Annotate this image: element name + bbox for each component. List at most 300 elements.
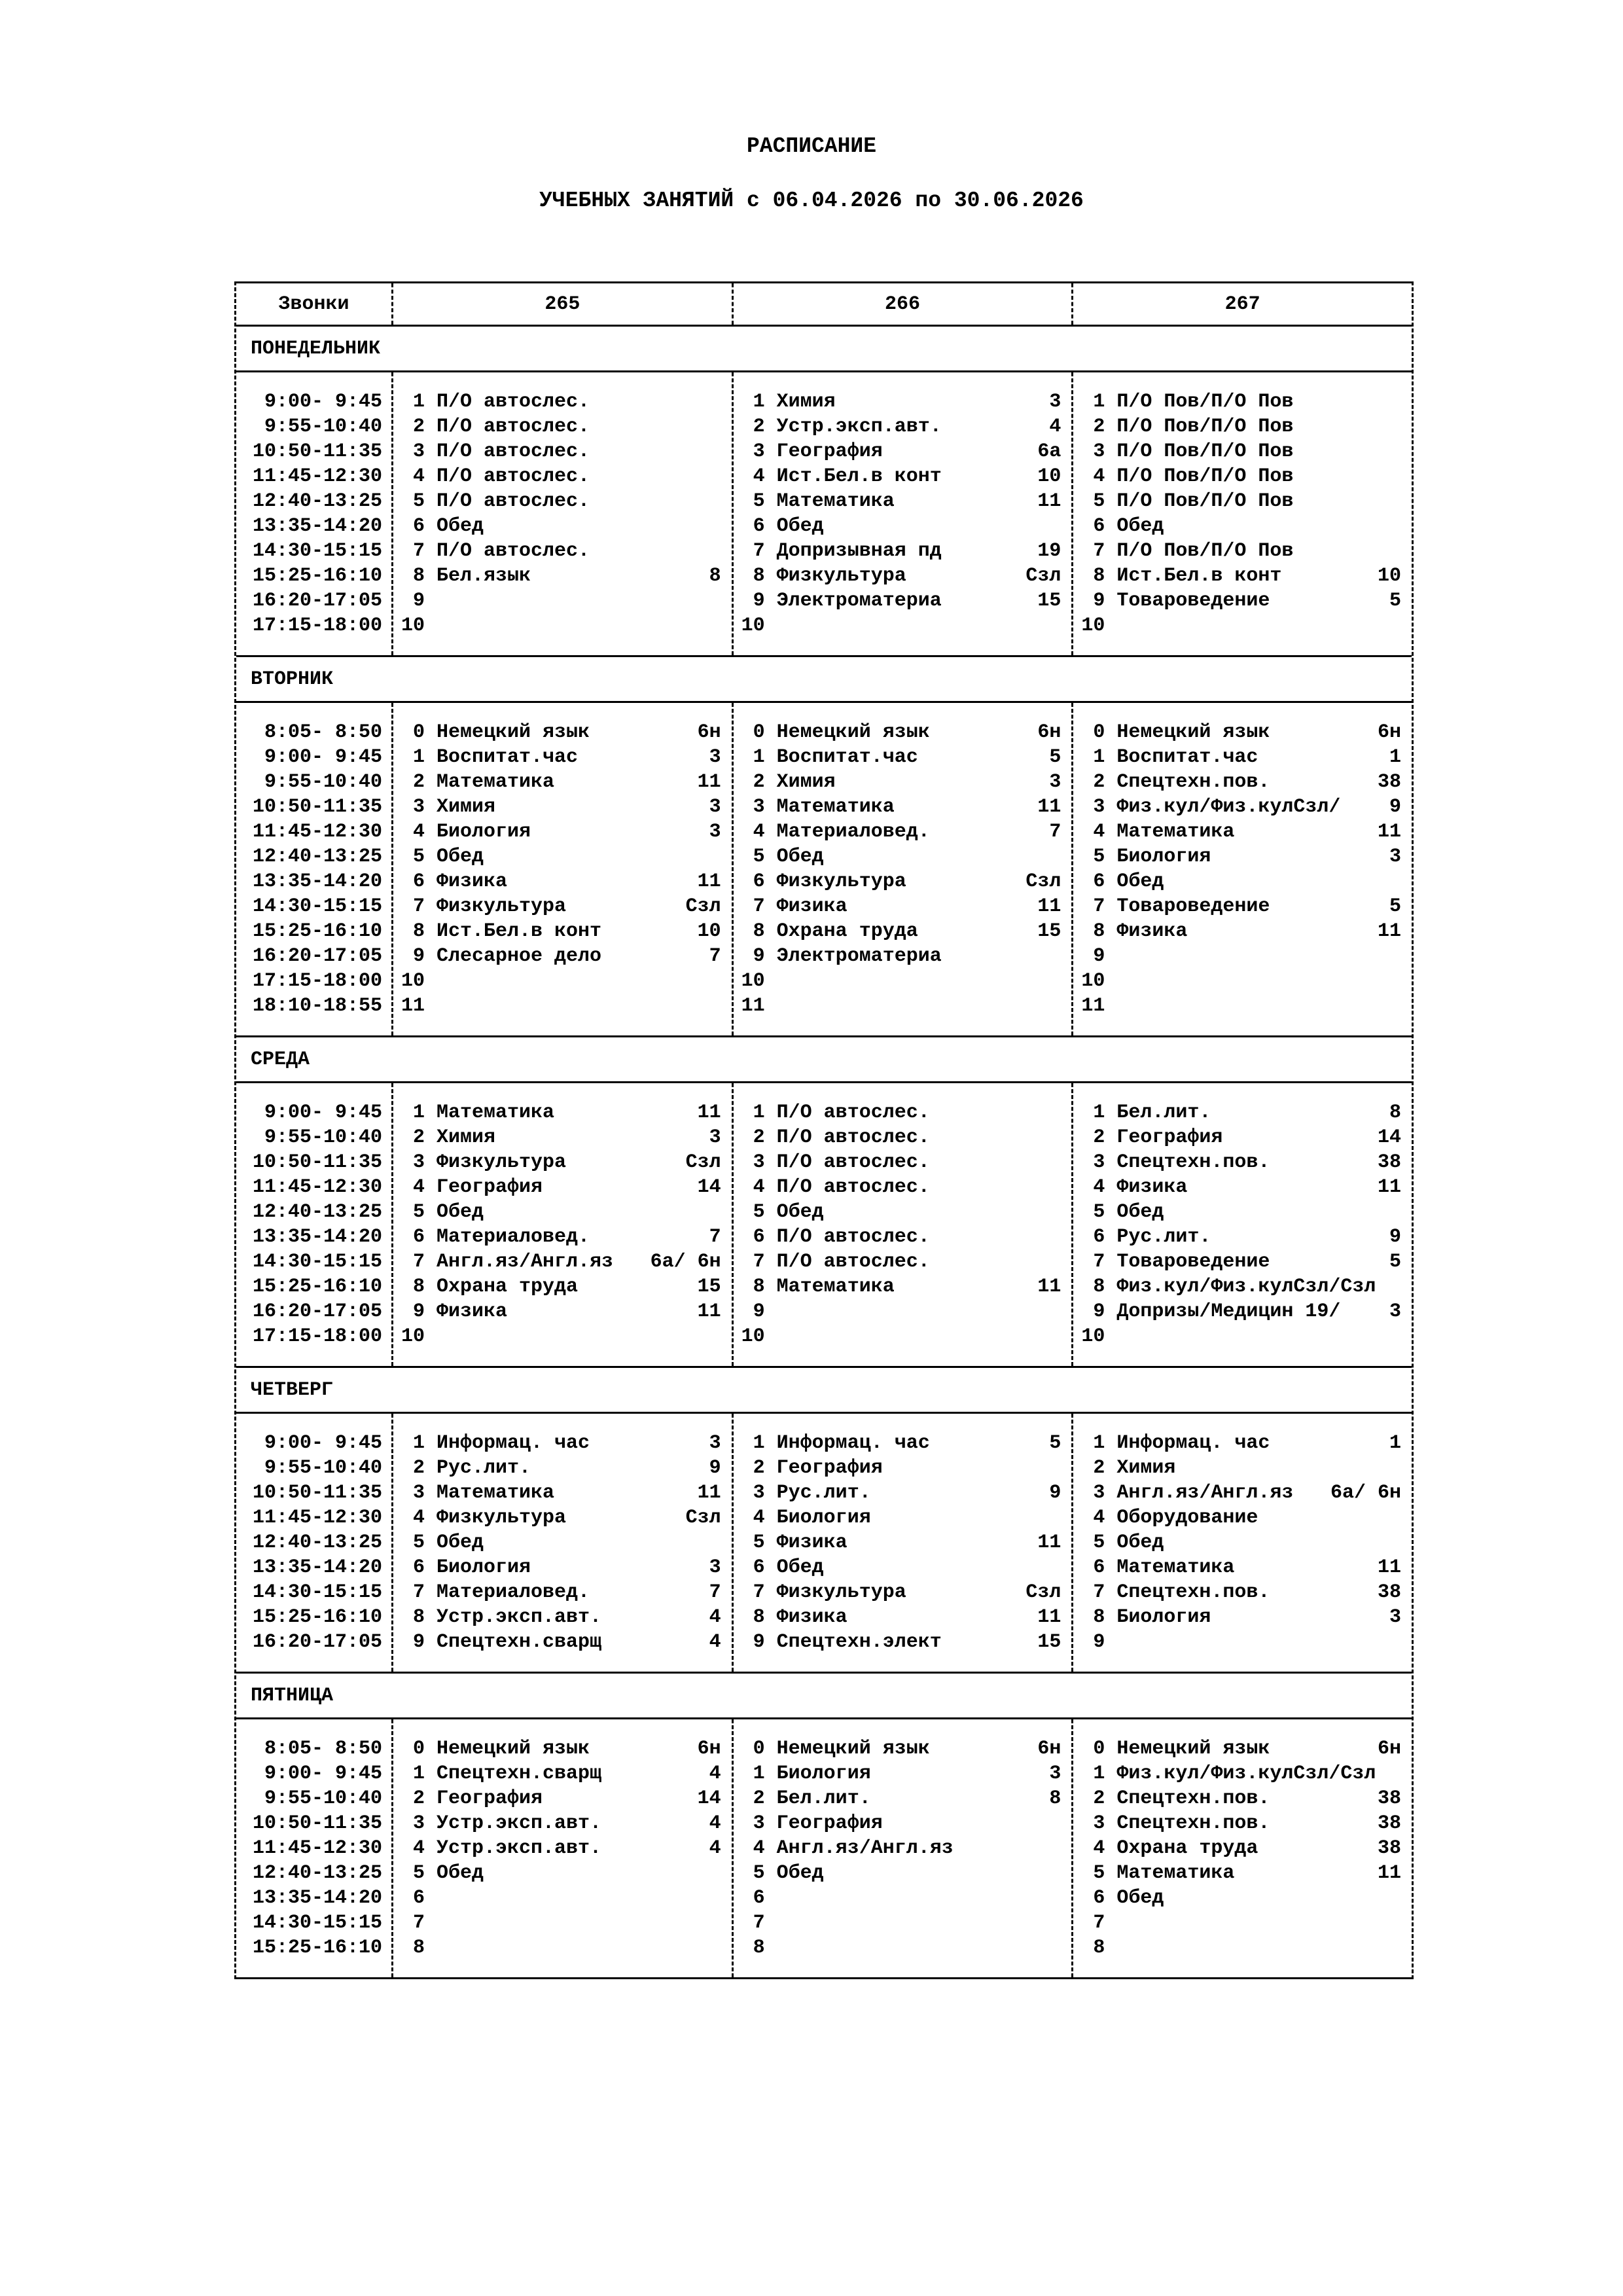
document-subtitle: УЧЕБНЫХ ЗАНЯТИЙ с 06.04.2026 по 30.06.2026 <box>539 188 1084 213</box>
lesson-number: 3 <box>412 796 425 818</box>
lesson-cell <box>1073 745 1412 770</box>
lesson-subject: Англ.яз/Англ.яз <box>437 1251 614 1273</box>
lesson-subject: География <box>776 1457 883 1479</box>
lesson-subject: Ист.Бел.в конт <box>437 920 602 942</box>
lesson-room: 7 <box>1049 821 1061 843</box>
lesson-cell <box>393 819 732 844</box>
lesson-cell <box>1073 1761 1412 1786</box>
lesson-room: 4 <box>709 1763 721 1785</box>
lesson-cell <box>393 1836 732 1861</box>
lesson-number: 1 <box>753 1763 765 1785</box>
time-cell: 9:00- 9:45 <box>252 1432 382 1454</box>
lesson-number: 9 <box>1093 945 1105 967</box>
lesson-room: 3 <box>1049 1763 1061 1785</box>
time-cell: 15:25-16:10 <box>252 920 382 942</box>
lesson-number: 4 <box>1093 1837 1105 1859</box>
lesson-cell <box>393 994 732 1018</box>
time-cell: 10:50-11:35 <box>252 440 382 463</box>
time-cell: 10:50-11:35 <box>252 1151 382 1174</box>
lesson-subject: География <box>437 1176 543 1198</box>
lesson-subject: Математика <box>1116 821 1235 843</box>
lesson-cell <box>393 1150 732 1175</box>
lesson-number: 2 <box>753 771 765 793</box>
lesson-number: 11 <box>401 995 425 1017</box>
lesson-number: 6 <box>753 515 765 537</box>
lesson-subject: Биология <box>776 1763 871 1785</box>
lesson-room: 15 <box>697 1276 721 1298</box>
lesson-number: 6 <box>753 1556 765 1579</box>
group-column-265 <box>393 1719 734 1977</box>
lesson-subject: Математика <box>437 1482 555 1504</box>
lesson-subject: Биология <box>1116 846 1211 868</box>
lesson-number: 5 <box>412 846 425 868</box>
lesson-number: 9 <box>753 1300 765 1323</box>
lesson-number: 4 <box>753 1507 765 1529</box>
lesson-subject: Биология <box>437 1556 531 1579</box>
time-cell: 11:45-12:30 <box>252 465 382 488</box>
lesson-number: 1 <box>1093 1432 1105 1454</box>
lesson-cell <box>1073 1274 1412 1299</box>
lesson-room: 6н <box>697 1738 721 1760</box>
group-column-267 <box>1073 372 1412 655</box>
lesson-room: 38 <box>1378 1837 1402 1859</box>
lesson-number: 10 <box>401 1325 425 1348</box>
lesson-cell <box>393 1861 732 1886</box>
lesson-number: 9 <box>412 945 425 967</box>
lesson-subject: П/О Пов/П/О Пов <box>1116 490 1294 512</box>
lesson-subject: Математика <box>1116 1556 1235 1579</box>
lesson-cell <box>734 944 1072 969</box>
lesson-number: 5 <box>412 1201 425 1223</box>
lesson-subject: П/О автослес. <box>437 440 590 463</box>
lesson-subject: Информац. час <box>776 1432 930 1454</box>
lesson-cell <box>393 1630 732 1655</box>
lesson-cell <box>734 1605 1072 1630</box>
lesson-number: 6 <box>1093 515 1105 537</box>
lesson-subject: Оборудование <box>1116 1507 1258 1529</box>
lesson-number: 8 <box>753 1276 765 1298</box>
lesson-subject: П/О Пов/П/О Пов <box>1116 540 1294 562</box>
lesson-room: 3 <box>1389 1300 1402 1323</box>
lesson-cell <box>393 1530 732 1555</box>
group-column-265 <box>393 1414 734 1672</box>
lesson-room: Сзл <box>1026 565 1061 587</box>
lesson-number: 5 <box>1093 846 1105 868</box>
time-cell: 15:25-16:10 <box>252 1937 382 1959</box>
lesson-number: 1 <box>1093 1763 1105 1785</box>
lesson-subject: Обед <box>1116 870 1164 893</box>
lesson-number: 3 <box>1093 1151 1105 1174</box>
lesson-cell <box>734 1175 1072 1200</box>
lesson-subject <box>1105 1910 1401 1935</box>
lesson-subject: Физ.кул/Физ.кулСзл/Сзл <box>1116 1763 1376 1785</box>
day-name: ПЯТНИЦА <box>251 1684 334 1707</box>
time-cell: 12:40-13:25 <box>252 1201 382 1223</box>
lesson-cell <box>734 1811 1072 1836</box>
lesson-subject: Физкультура <box>437 1151 567 1174</box>
lesson-room: 8 <box>1389 1102 1402 1124</box>
lesson-subject: Товароведение <box>1116 895 1270 918</box>
lesson-subject: Устр.эксп.авт. <box>437 1606 602 1628</box>
lesson-cell <box>734 1125 1072 1150</box>
lesson-subject: Физика <box>1116 920 1188 942</box>
lesson-cell <box>393 464 732 489</box>
lesson-number: 4 <box>753 1176 765 1198</box>
lesson-room: 38 <box>1378 1812 1402 1835</box>
lesson-cell <box>734 994 1072 1018</box>
time-cell: 12:40-13:25 <box>252 1532 382 1554</box>
time-cell: 9:00- 9:45 <box>252 391 382 413</box>
lesson-cell <box>734 745 1072 770</box>
time-cell: 12:40-13:25 <box>252 846 382 868</box>
lesson-cell <box>734 1530 1072 1555</box>
lesson-subject: Спецтехн.сварщ <box>437 1763 602 1785</box>
day-name: ЧЕТВЕРГ <box>251 1378 334 1401</box>
lesson-number: 7 <box>753 540 765 562</box>
time-cell: 17:15-18:00 <box>252 970 382 992</box>
lesson-number: 7 <box>1093 1581 1105 1604</box>
time-cell: 11:45-12:30 <box>252 1176 382 1198</box>
lesson-number: 10 <box>401 615 425 637</box>
time-cell: 11:45-12:30 <box>252 1837 382 1859</box>
lesson-subject: Устр.эксп.авт. <box>437 1812 602 1835</box>
lesson-cell <box>1073 720 1412 745</box>
lesson-cell <box>1073 1811 1412 1836</box>
lesson-number: 5 <box>1093 1201 1105 1223</box>
lesson-number: 4 <box>1093 1176 1105 1198</box>
lesson-room: 1 <box>1389 746 1402 768</box>
lesson-room: 6н <box>1037 1738 1061 1760</box>
lesson-subject <box>765 1935 1061 1960</box>
lesson-room: 4 <box>709 1606 721 1628</box>
time-cell: 9:55-10:40 <box>252 771 382 793</box>
lesson-number: 7 <box>753 1581 765 1604</box>
lesson-room: 11 <box>1037 1276 1061 1298</box>
lesson-number: 8 <box>1093 565 1105 587</box>
lesson-subject: Физика <box>776 1532 847 1554</box>
lesson-number: 4 <box>412 821 425 843</box>
lesson-number: 1 <box>412 1432 425 1454</box>
lesson-number: 5 <box>412 1532 425 1554</box>
time-cell: 17:15-18:00 <box>252 615 382 637</box>
lesson-subject: Товароведение <box>1116 1251 1270 1273</box>
day-name: СРЕДА <box>251 1048 310 1071</box>
lesson-number: 10 <box>1081 615 1105 637</box>
lesson-subject: Биология <box>1116 1606 1211 1628</box>
time-cell: 12:40-13:25 <box>252 490 382 512</box>
lesson-number: 4 <box>753 1837 765 1859</box>
lesson-subject <box>765 1886 1061 1910</box>
lesson-subject: Физкультура <box>437 1507 567 1529</box>
lesson-number: 8 <box>1093 1606 1105 1628</box>
lesson-room: 15 <box>1037 920 1061 942</box>
day-grid-4 <box>236 1414 1412 1674</box>
lesson-number: 5 <box>1093 490 1105 512</box>
time-cell: 16:20-17:05 <box>252 590 382 612</box>
lesson-number: 6 <box>753 870 765 893</box>
lesson-cell <box>1073 1150 1412 1175</box>
lesson-cell <box>393 1274 732 1299</box>
lesson-subject <box>1105 969 1401 994</box>
lesson-room: 3 <box>1049 391 1061 413</box>
lesson-subject: Немецкий язык <box>776 1738 930 1760</box>
lesson-cell <box>1073 844 1412 869</box>
lesson-subject: Охрана труда <box>437 1276 579 1298</box>
lesson-subject: Информац. час <box>437 1432 590 1454</box>
lesson-number: 7 <box>753 1251 765 1273</box>
lesson-subject: Немецкий язык <box>1116 1738 1270 1760</box>
lesson-number: 4 <box>1093 465 1105 488</box>
lesson-subject: Допризы/Медицин 19/ <box>1116 1300 1341 1323</box>
lesson-subject: Спецтехн.пов. <box>1116 1151 1270 1174</box>
lesson-number: 3 <box>753 1151 765 1174</box>
lesson-subject: Обед <box>776 846 824 868</box>
lesson-number: 11 <box>741 995 765 1017</box>
lesson-room: 9 <box>1389 796 1402 818</box>
lesson-room: 11 <box>1037 895 1061 918</box>
lesson-number: 3 <box>753 1482 765 1504</box>
lesson-number: 7 <box>412 1581 425 1604</box>
lesson-number: 2 <box>753 1126 765 1149</box>
lesson-room: 11 <box>1378 1176 1402 1198</box>
lesson-cell <box>393 439 732 464</box>
lesson-subject: П/О автослес. <box>776 1126 930 1149</box>
lesson-subject: П/О автослес. <box>437 540 590 562</box>
lesson-subject <box>425 588 721 613</box>
lesson-number: 11 <box>1081 995 1105 1017</box>
lesson-cell <box>734 414 1072 439</box>
lesson-room: Сзл <box>1026 870 1061 893</box>
lesson-cell <box>734 894 1072 919</box>
lesson-cell <box>1073 1605 1412 1630</box>
lesson-number: 3 <box>1093 796 1105 818</box>
lesson-subject: Англ.яз/Англ.яз <box>1116 1482 1294 1504</box>
lesson-cell <box>734 1299 1072 1324</box>
lesson-subject: Рус.лит. <box>437 1457 531 1479</box>
lesson-number: 2 <box>1093 1457 1105 1479</box>
time-cell: 8:05- 8:50 <box>252 1738 382 1760</box>
lesson-cell <box>1073 1530 1412 1555</box>
day-name: ВТОРНИК <box>251 668 334 691</box>
lesson-cell <box>1073 514 1412 539</box>
lesson-cell <box>1073 1200 1412 1225</box>
lesson-cell <box>1073 1836 1412 1861</box>
lesson-room: 5 <box>1389 1251 1402 1273</box>
time-column <box>236 703 393 1035</box>
lesson-number: 2 <box>412 771 425 793</box>
lesson-cell <box>393 745 732 770</box>
lesson-cell <box>1073 1249 1412 1274</box>
lesson-number: 6 <box>412 870 425 893</box>
lesson-cell <box>1073 1480 1412 1505</box>
lesson-subject <box>765 994 1061 1018</box>
time-column <box>236 1719 393 1977</box>
time-cell: 9:00- 9:45 <box>252 1763 382 1785</box>
lesson-cell <box>1073 1886 1412 1910</box>
lesson-number: 1 <box>1093 391 1105 413</box>
lesson-subject: П/О автослес. <box>776 1176 930 1198</box>
lesson-subject: Материаловед. <box>437 1226 590 1248</box>
lesson-room: 15 <box>1037 1631 1061 1653</box>
time-cell: 9:00- 9:45 <box>252 746 382 768</box>
lesson-number: 10 <box>741 1325 765 1348</box>
time-cell: 9:55-10:40 <box>252 416 382 438</box>
lesson-room: 4 <box>709 1812 721 1835</box>
lesson-subject: Обед <box>776 1201 824 1223</box>
lesson-subject: География <box>776 440 883 463</box>
lesson-subject: Физика <box>437 870 508 893</box>
lesson-subject <box>1105 994 1401 1018</box>
lesson-subject: П/О автослес. <box>437 391 590 413</box>
group-column-266 <box>734 1414 1074 1672</box>
lesson-cell <box>393 944 732 969</box>
lesson-cell <box>393 1431 732 1456</box>
time-cell: 14:30-15:15 <box>252 895 382 918</box>
time-column <box>236 1083 393 1366</box>
lesson-subject: П/О автослес. <box>776 1251 930 1273</box>
lesson-cell <box>734 1505 1072 1530</box>
lesson-subject: Охрана труда <box>1116 1837 1258 1859</box>
lesson-number: 9 <box>1093 1631 1105 1653</box>
lesson-subject: Устр.эксп.авт. <box>437 1837 602 1859</box>
lesson-cell <box>393 1761 732 1786</box>
lesson-number: 0 <box>412 721 425 744</box>
lesson-number: 5 <box>753 1201 765 1223</box>
time-cell: 8:05- 8:50 <box>252 721 382 744</box>
lesson-cell <box>734 1580 1072 1605</box>
lesson-number: 2 <box>412 416 425 438</box>
lesson-cell <box>393 770 732 795</box>
lesson-subject: Обед <box>776 515 824 537</box>
header-group-267: 267 <box>1224 293 1260 315</box>
lesson-room: 6н <box>1378 1738 1402 1760</box>
time-cell: 10:50-11:35 <box>252 796 382 818</box>
lesson-number: 10 <box>1081 1325 1105 1348</box>
group-column-267 <box>1073 703 1412 1035</box>
lesson-number: 9 <box>753 590 765 612</box>
lesson-number: 2 <box>1093 771 1105 793</box>
lesson-cell <box>1073 1580 1412 1605</box>
lesson-room: 11 <box>1037 1606 1061 1628</box>
lesson-number: 6 <box>1093 870 1105 893</box>
lesson-cell <box>734 819 1072 844</box>
lesson-cell <box>734 869 1072 894</box>
lesson-subject <box>425 969 721 994</box>
lesson-number: 2 <box>1093 1787 1105 1810</box>
time-cell: 15:25-16:10 <box>252 1606 382 1628</box>
lesson-number: 1 <box>753 1102 765 1124</box>
lesson-cell <box>393 1480 732 1505</box>
time-cell: 15:25-16:10 <box>252 1276 382 1298</box>
lesson-subject: Спецтехн.пов. <box>1116 1581 1270 1604</box>
lesson-cell <box>1073 489 1412 514</box>
lesson-cell <box>393 1811 732 1836</box>
lesson-number: 6 <box>753 1887 765 1909</box>
lesson-cell <box>1073 770 1412 795</box>
lesson-subject: Физ.кул/Физ.кулСзл/Сзл <box>1116 1276 1376 1298</box>
lesson-cell <box>1073 1431 1412 1456</box>
lesson-cell <box>734 1910 1072 1935</box>
lesson-room: 6н <box>1037 721 1061 744</box>
lesson-room: 11 <box>697 1102 721 1124</box>
lesson-subject: Воспитат.час <box>437 746 579 768</box>
lesson-number: 3 <box>753 796 765 818</box>
lesson-room: 14 <box>697 1787 721 1810</box>
lesson-cell <box>734 1324 1072 1349</box>
day-grid-3 <box>236 1083 1412 1368</box>
lesson-number: 0 <box>412 1738 425 1760</box>
lesson-subject <box>425 1910 721 1935</box>
lesson-cell <box>1073 919 1412 944</box>
lesson-cell <box>1073 1555 1412 1580</box>
lesson-cell <box>1073 1175 1412 1200</box>
lesson-room: Сзл <box>685 1151 721 1174</box>
lesson-number: 9 <box>412 590 425 612</box>
lesson-cell <box>1073 539 1412 564</box>
lesson-subject: Биология <box>437 821 531 843</box>
lesson-cell <box>1073 894 1412 919</box>
lesson-subject: Физика <box>776 895 847 918</box>
lesson-cell <box>393 1736 732 1761</box>
lesson-subject: Обед <box>437 1201 484 1223</box>
lesson-subject: Немецкий язык <box>776 721 930 744</box>
lesson-subject: Математика <box>776 490 895 512</box>
lesson-room: 8 <box>1049 1787 1061 1810</box>
group-column-266 <box>734 703 1074 1035</box>
lesson-room: 1 <box>1389 1432 1402 1454</box>
lesson-subject: Ист.Бел.в конт <box>1116 565 1282 587</box>
lesson-number: 1 <box>412 1763 425 1785</box>
lesson-number: 7 <box>412 1912 425 1934</box>
lesson-subject: Рус.лит. <box>776 1482 871 1504</box>
lesson-cell <box>734 795 1072 819</box>
lesson-cell <box>393 844 732 869</box>
lesson-number: 3 <box>753 1812 765 1835</box>
lesson-subject: Материаловед. <box>437 1581 590 1604</box>
lesson-cell <box>734 1630 1072 1655</box>
lesson-room: 10 <box>1037 465 1061 488</box>
lesson-room: 11 <box>1378 1862 1402 1884</box>
lesson-cell <box>734 389 1072 414</box>
lesson-number: 7 <box>1093 1912 1105 1934</box>
lesson-cell <box>393 894 732 919</box>
time-cell: 13:35-14:20 <box>252 870 382 893</box>
lesson-cell <box>734 844 1072 869</box>
lesson-cell <box>734 539 1072 564</box>
lesson-subject <box>765 613 1061 638</box>
lesson-cell <box>393 1100 732 1125</box>
lesson-cell <box>734 969 1072 994</box>
lesson-room: 11 <box>697 1482 721 1504</box>
lesson-subject <box>765 969 1061 994</box>
group-column-266 <box>734 1083 1074 1366</box>
time-cell: 9:55-10:40 <box>252 1787 382 1810</box>
lesson-subject: Немецкий язык <box>437 1738 590 1760</box>
lesson-cell <box>393 1786 732 1811</box>
lesson-cell <box>1073 994 1412 1018</box>
lesson-cell <box>734 1480 1072 1505</box>
lesson-subject <box>425 1935 721 1960</box>
lesson-number: 3 <box>1093 440 1105 463</box>
lesson-number: 4 <box>753 821 765 843</box>
lesson-cell <box>393 389 732 414</box>
lesson-number: 8 <box>412 920 425 942</box>
time-cell: 11:45-12:30 <box>252 1507 382 1529</box>
time-cell: 9:00- 9:45 <box>252 1102 382 1124</box>
lesson-cell <box>393 514 732 539</box>
lesson-subject: Химия <box>776 391 836 413</box>
time-cell: 13:35-14:20 <box>252 1887 382 1909</box>
